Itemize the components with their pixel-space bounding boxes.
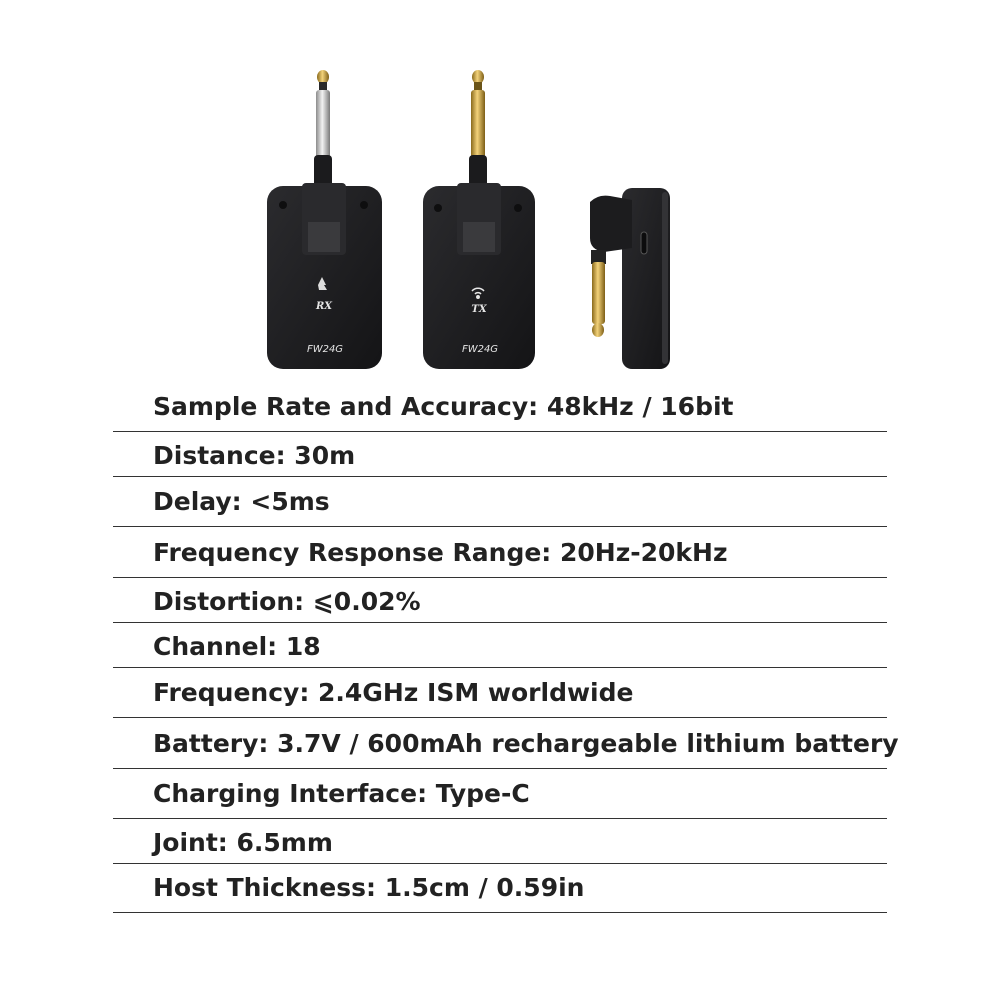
receiver-model-label: FW24G — [306, 344, 344, 355]
spec-row — [113, 477, 887, 527]
receiver-mode-label: RX — [315, 301, 333, 312]
spec-frequency-response: Frequency Response Range: 20Hz-20kHz — [153, 538, 728, 567]
receiver-unit — [267, 70, 382, 369]
spec-row — [113, 864, 887, 913]
product-image — [0, 0, 1000, 380]
spec-row — [113, 527, 887, 578]
spec-row — [113, 382, 887, 432]
spec-delay: Delay: <5ms — [153, 487, 330, 516]
spec-row — [113, 718, 899, 769]
spec-battery: Battery: 3.7V / 600mAh rechargeable lithium battery — [153, 729, 899, 758]
spec-distance: Distance: 30m — [153, 441, 356, 470]
spec-charging-interface: Charging Interface: Type-C — [153, 779, 530, 808]
transmitter-mode-label: TX — [471, 304, 487, 315]
spec-distortion: Distortion: ⩽0.02% — [153, 587, 421, 616]
spec-channel: Channel: 18 — [153, 632, 321, 661]
spec-row — [113, 432, 887, 477]
spec-row — [113, 623, 887, 668]
spec-sample-rate: Sample Rate and Accuracy: 48kHz / 16bit — [153, 392, 734, 421]
spec-joint: Joint: 6.5mm — [153, 828, 333, 857]
spec-row — [113, 819, 887, 864]
spec-host-thickness: Host Thickness: 1.5cm / 0.59in — [153, 873, 585, 902]
transmitter-unit — [423, 70, 535, 369]
spec-row — [113, 769, 887, 819]
transmitter-model-label: FW24G — [461, 344, 499, 355]
side-view-unit — [590, 188, 670, 369]
spec-row — [113, 578, 887, 623]
spec-frequency: Frequency: 2.4GHz ISM worldwide — [153, 678, 634, 707]
spec-row — [113, 668, 887, 718]
